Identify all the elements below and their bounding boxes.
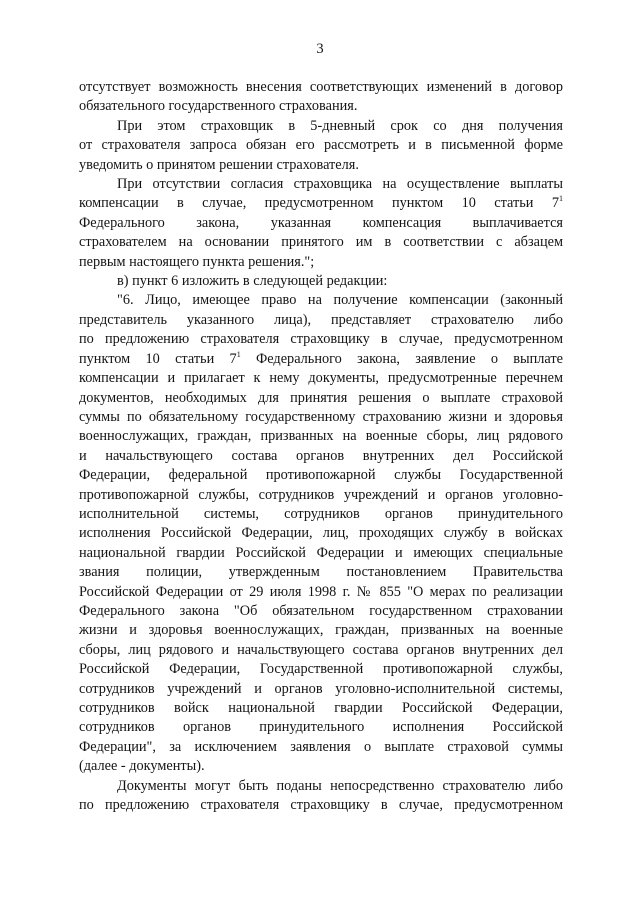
text-line: уведомить о принятом решении страхователя.	[79, 156, 359, 173]
text-line: Федерации, федеральной противопожарной службы Государственной	[79, 467, 563, 484]
paragraph-no-consent	[79, 175, 563, 272]
paragraph-item-v	[79, 272, 563, 291]
text-line: Документы могут быть поданы непосредственно страхователю либо	[117, 777, 563, 794]
page-number: 3	[316, 41, 324, 57]
superscript-one: 1	[559, 194, 563, 204]
text-line: "6. Лицо, имеющее право на получение компенсации (законный	[117, 292, 563, 309]
text-line: по предложению страхователя страховщику в случае, предусмотренном	[79, 797, 563, 814]
document-body	[79, 78, 563, 815]
text-line: При этом страховщик в 5-дневный срок со дня получения	[117, 117, 563, 134]
text-line: сотрудников учреждений и органов уголовно-исполнительной системы,	[79, 680, 563, 697]
text-line: Российской Федерации от 29 июля 1998 г. № 855 "О мерах по реализации	[79, 583, 563, 600]
paragraph-point-6	[79, 291, 563, 776]
paragraph-insurer-deadline	[79, 117, 563, 175]
text-line: и начальствующего состава органов внутренних дел Российской	[79, 447, 563, 464]
text-line: по предложению страхователя страховщику в случае, предусмотренном	[79, 331, 563, 348]
text-line: страхователем на основании принятого им в соответствии с абзацем	[79, 234, 563, 251]
paragraph-continuation	[79, 78, 563, 117]
text-line: противопожарной службы, сотрудников учреждений и органов уголовно-	[79, 486, 563, 503]
text-line: Федерации", за исключением заявления о выплате страховой суммы	[79, 738, 563, 755]
text-line: сборы, лиц рядового и начальствующего состава органов внутренних дел	[79, 641, 563, 658]
text-line: компенсации в случае, предусмотренном пунктом 10 статьи $7^1$	[79, 194, 563, 212]
text-line: военнослужащих, граждан, призванных на военные сборы, лиц рядового	[79, 428, 563, 445]
text-line: исполнения Российской Федерации, лиц, проходящих службу в войсках	[79, 525, 563, 542]
text-line: в) пункт 6 изложить в следующей редакции:	[117, 273, 388, 290]
text-line: представитель указанного лица), представляет страхователю либо	[79, 311, 563, 328]
superscript-one: 1	[236, 349, 241, 359]
text-line: (далее - документы).	[79, 758, 205, 775]
text-line: Федерального закона "Об обязательном государственном страховании	[79, 602, 563, 619]
text-line: первым настоящего пункта решения.";	[79, 253, 315, 270]
text-line: обязательного государственного страхования.	[79, 98, 358, 115]
text-line: Российской Федерации, Государственной противопожарной службы,	[79, 661, 563, 678]
text-line: отсутствует возможность внесения соответствующих изменений в договор	[79, 79, 563, 95]
text-line: исполнительной системы, сотрудников органов принудительного	[79, 505, 563, 522]
text-line: сотрудников органов принудительного исполнения Российской	[79, 719, 563, 736]
text-line: пунктом 10 статьи $7^1$ Федерального закона, заявление о выплате	[79, 349, 563, 367]
text-line: национальной гвардии Российской Федерации и имеющих специальные	[79, 544, 563, 561]
text-line: суммы по обязательному государственному страхованию жизни и здоровья	[79, 408, 563, 425]
text-line: сотрудников войск национальной гвардии Российской Федерации,	[79, 700, 563, 716]
text-line: При отсутствии согласия страховщика на осуществление выплаты	[117, 176, 563, 193]
text-line: Федерального закона, указанная компенсация выплачивается	[79, 214, 563, 231]
text-line: звания полиции, утвержденным постановлением Правительства	[79, 564, 563, 581]
text-line: компенсации и прилагает к нему документы, предусмотренные перечнем	[79, 370, 563, 387]
text-line: жизни и здоровья военнослужащих, граждан, призванных на военные	[79, 622, 563, 639]
text-line: от страхователя запроса обязан его рассмотреть и в письменной форме	[79, 137, 563, 154]
paragraph-documents-submission	[79, 777, 563, 816]
text-line: документов, необходимых для принятия решения о выплате страховой	[79, 389, 563, 406]
